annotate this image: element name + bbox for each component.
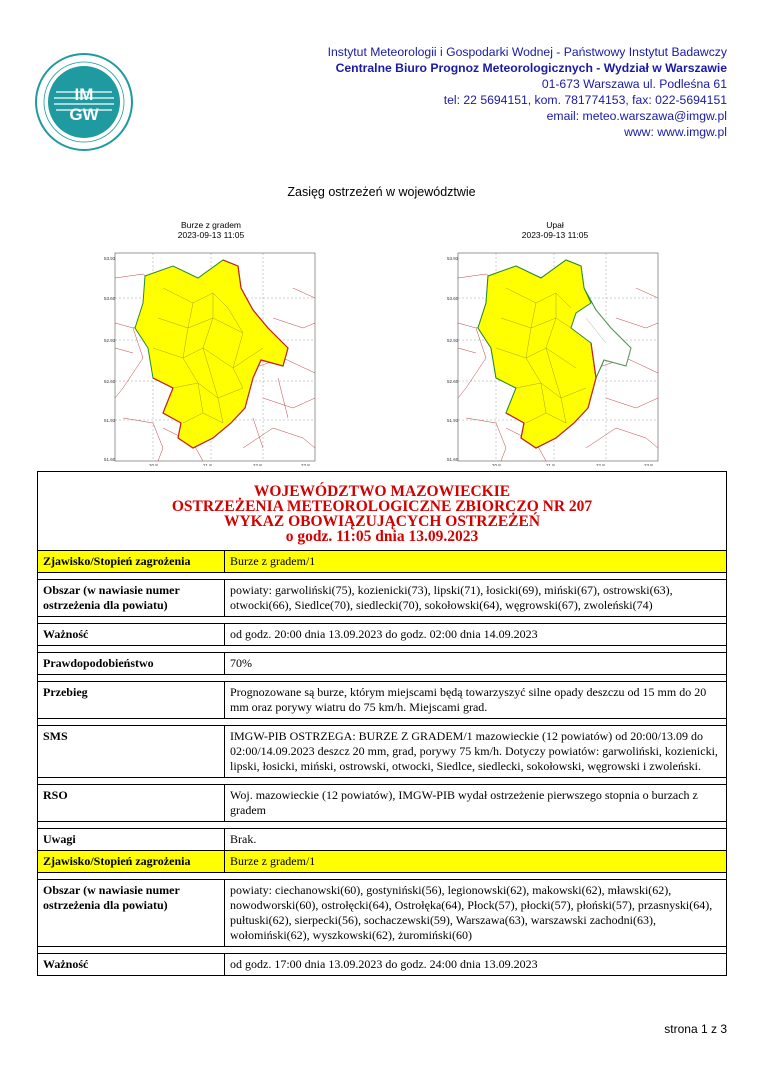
obszar-label: Obszar (w nawiasie numer ostrzeżenia dla powiatu) — [38, 580, 225, 617]
table-title-row — [38, 472, 727, 551]
header-www: www: www.imgw.pl — [624, 125, 727, 139]
title-voivodeship: WOJEWÓDZTWO MAZOWIECKIE — [253, 483, 511, 500]
map-left-ytick: 51.60 — [104, 457, 116, 462]
table-gap — [38, 873, 727, 880]
map-caption-left-type: Burze z gradem — [181, 220, 241, 230]
header-address: 01-673 Warszawa ul. Podleśna 61 — [541, 77, 727, 91]
map-right-ytick: 51.60 — [447, 457, 459, 462]
map-right-ytick: 52.93 — [447, 338, 459, 343]
table-gap — [38, 675, 727, 682]
header-institute: Instytut Meteorologii i Gospodarki Wodnej - Państwowy Instytut Badawczy — [327, 45, 727, 59]
institute-header — [328, 44, 727, 140]
waznosc-value-2: od godz. 17:00 dnia 13.09.2023 do godz. 24:00 dnia 13.09.2023 — [225, 954, 727, 976]
table-gap — [38, 617, 727, 624]
table-gap — [38, 719, 727, 726]
map-right-ytick: 53.93 — [447, 256, 459, 261]
map-left-xtick: 22.8 — [253, 463, 262, 466]
zjawisko-value: Burze z gradem/1 — [225, 551, 727, 573]
table-row — [38, 653, 727, 675]
table-row — [38, 954, 727, 976]
map-left-ytick: 52.60 — [104, 379, 116, 384]
prawdopodobienstwo-value: 70% — [225, 653, 727, 675]
table-row — [38, 682, 727, 719]
maps-title: Zasięg ostrzeżeń w województwie — [287, 185, 476, 199]
map-right-ytick: 51.93 — [447, 418, 459, 423]
title-time: o godz. 11:05 dnia 13.09.2023 — [285, 528, 479, 545]
header-phone: tel: 22 5694151, kom. 781774153, fax: 022-5694151 — [443, 93, 727, 107]
map-left-xtick: 23.8 — [301, 463, 310, 466]
map-right-xtick: 20.8 — [492, 463, 501, 466]
map-left-ytick: 53.60 — [104, 296, 116, 301]
obszar-label-2: Obszar (w nawiasie numer ostrzeżenia dla powiatu) — [38, 880, 225, 947]
waznosc-value: od godz. 20:00 dnia 13.09.2023 do godz. 02:00 dnia 14.09.2023 — [225, 624, 727, 646]
zjawisko-label-2: Zjawisko/Stopień zagrożenia — [38, 851, 225, 873]
sms-label: SMS — [38, 726, 225, 778]
table-title — [38, 472, 727, 551]
table-row — [38, 880, 727, 947]
map-right-xtick: 23.8 — [644, 463, 653, 466]
waznosc-label-2: Ważność — [38, 954, 225, 976]
imgw-logo — [34, 52, 134, 152]
table-gap — [38, 822, 727, 829]
map-caption-left-time: 2023-09-13 11:05 — [177, 230, 245, 240]
title-list: WYKAZ OBOWIĄZUJĄCYCH OSTRZEŻEŃ — [223, 513, 541, 530]
prawdopodobienstwo-label: Prawdopodobieństwo — [38, 653, 225, 675]
map-left-xtick: 20.8 — [149, 463, 158, 466]
table-gap — [38, 646, 727, 653]
map-left-ytick: 52.93 — [104, 338, 116, 343]
map-right-xtick: 21.8 — [546, 463, 555, 466]
table-gap — [38, 947, 727, 954]
warning-map-right — [446, 248, 661, 466]
obszar-value-2: powiaty: ciechanowski(60), gostyniński(56), legionowski(62), makowski(62), mławski(62), nowodworski(60), ostrołęcki(64), Ostrołęka(64), Płock(57), płocki(57), płoński(57), przasnyski(64), pułtuski(62), sierpecki(56), sochaczewski(59), Warszawa(63), warszawski zachodni(63), wołomiński(62), wyszkowski(62), żuromiński(60) — [225, 880, 727, 947]
header-email: email: meteo.warszawa@imgw.pl — [546, 109, 727, 123]
map-left-ytick: 51.93 — [104, 418, 116, 423]
map-caption-right-time: 2023-09-13 11:05 — [521, 230, 589, 240]
table-row — [38, 785, 727, 822]
table-gap — [38, 573, 727, 580]
map-right-xtick: 22.8 — [596, 463, 605, 466]
zjawisko-value-2: Burze z gradem/1 — [225, 851, 727, 873]
waznosc-label: Ważność — [38, 624, 225, 646]
table-row — [38, 580, 727, 617]
table-row — [38, 851, 727, 873]
rso-value: Woj. mazowieckie (12 powiatów), IMGW-PIB wydał ostrzeżenie pierwszego stopnia o burzach z gradem — [225, 785, 727, 822]
obszar-value: powiaty: garwoliński(75), kozienicki(73), lipski(71), łosicki(69), miński(67), ostrowski(63), otwocki(66), Siedlce(70), siedlecki(70), sokołowski(64), węgrowski(67), zwoleński(74) — [225, 580, 727, 617]
title-warnings-number: OSTRZEŻENIA METEOROLOGICZNE ZBIORCZO NR 207 — [171, 498, 593, 515]
header-division: Centralne Biuro Prognoz Meteorologicznych - Wydział w Warszawie — [335, 61, 727, 75]
map-left-xtick: 21.8 — [203, 463, 212, 466]
rso-label: RSO — [38, 785, 225, 822]
przebieg-label: Przebieg — [38, 682, 225, 719]
map-left-ytick: 53.93 — [104, 256, 116, 261]
uwagi-value: Brak. — [225, 829, 727, 851]
map-caption-right — [455, 220, 655, 240]
warnings-table — [37, 471, 727, 976]
warning-map-left — [103, 248, 318, 466]
table-row — [38, 624, 727, 646]
page-number: strona 1 z 3 — [664, 1022, 727, 1036]
table-row — [38, 726, 727, 778]
uwagi-label: Uwagi — [38, 829, 225, 851]
svg-text:IM: IM — [74, 85, 94, 104]
przebieg-value: Prognozowane są burze, którym miejscami będą towarzyszyć silne opady deszczu od 15 mm do 20 mm oraz porywy wiatru do 75 km/h. Miejscami grad. — [225, 682, 727, 719]
sms-value: IMGW-PIB OSTRZEGA: BURZE Z GRADEM/1 mazowieckie (12 powiatów) od 20:00/13.09 do 02:00/14.09.2023 deszcz 20 mm, grad, porywy 75 km/h. Dotyczy powiatów: garwoliński, kozienicki, lipski, łosicki, miński, ostrowski, otwocki, Siedlce, siedlecki, sokołowski, węgrowski i zwoleński. — [225, 726, 727, 778]
table-row — [38, 829, 727, 851]
table-row — [38, 551, 727, 573]
map-right-ytick: 52.60 — [447, 379, 459, 384]
svg-text:GW: GW — [69, 105, 99, 124]
map-caption-right-type: Upał — [546, 220, 564, 230]
map-right-ytick: 53.60 — [447, 296, 459, 301]
map-caption-left — [111, 220, 311, 240]
table-gap — [38, 778, 727, 785]
zjawisko-label: Zjawisko/Stopień zagrożenia — [38, 551, 225, 573]
